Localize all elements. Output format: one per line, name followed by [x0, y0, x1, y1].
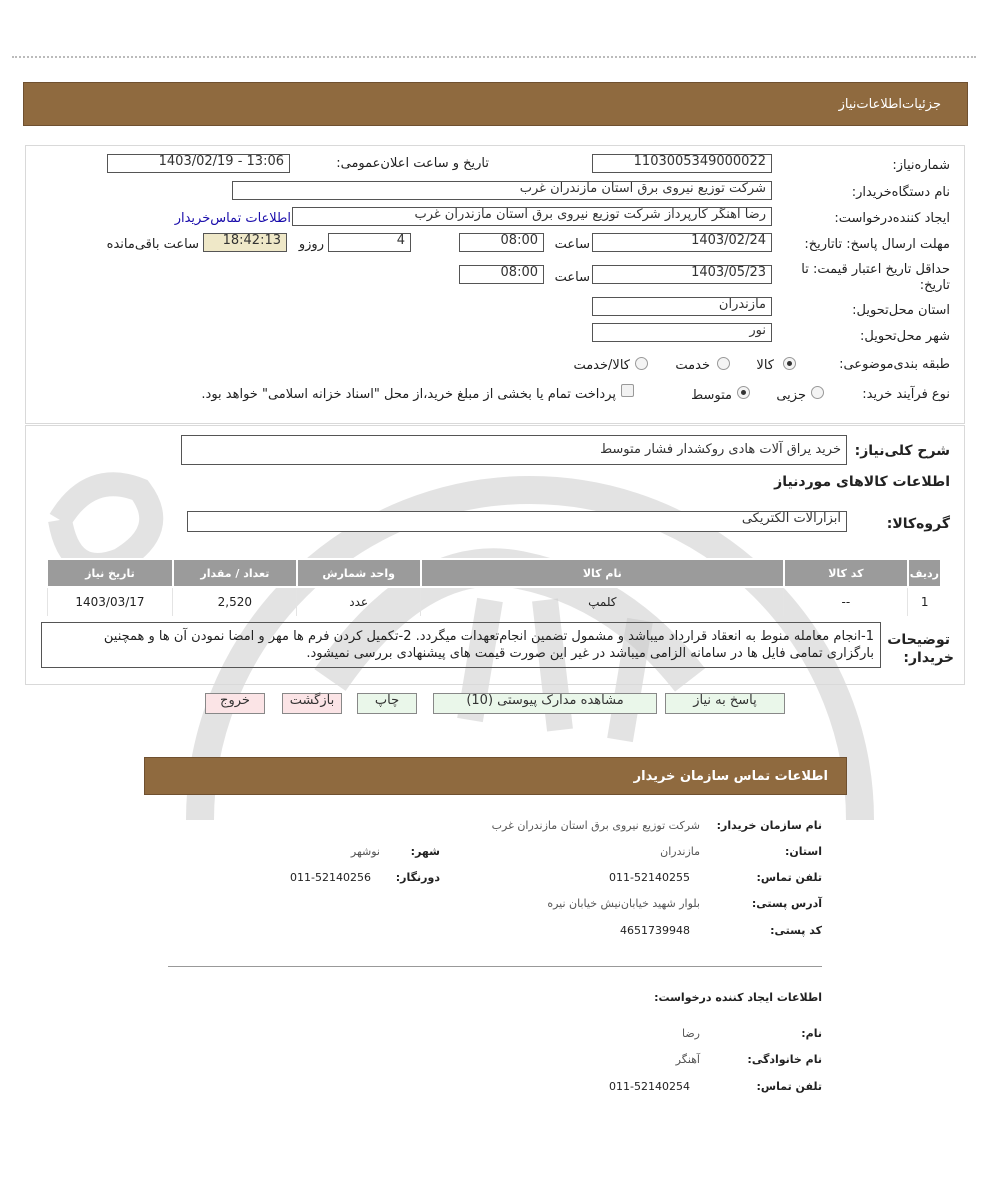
buyer-contact-link[interactable]: اطلاعات تماس‌خریدار [174, 211, 291, 226]
cell-unit: عدد [297, 587, 421, 616]
deadline-time-field: 08:00 [459, 233, 544, 252]
category-radio-goods-service[interactable] [635, 357, 648, 370]
category-option-service: خدمت [675, 358, 710, 373]
exit-button[interactable]: خروج [205, 693, 265, 714]
page-title: جزئیات‌اطلاعات‌نیاز [838, 97, 941, 112]
items-table-header [47, 559, 941, 587]
days-label: روزو [298, 237, 324, 252]
deadline-time-label: ساعت [554, 237, 590, 252]
table-row [47, 587, 941, 616]
validity-time-field: 08:00 [459, 265, 544, 284]
goods-group-label: گروه‌کالا: [886, 516, 950, 532]
notes-label-1: توضیحات [887, 632, 950, 648]
contact-phone-label: تلفن تماس: [756, 871, 822, 884]
process-label: نوع فرآیند خرید: [862, 387, 950, 402]
column-header-code: کد کالا [784, 559, 908, 587]
need-number-label: شماره‌نیاز: [892, 158, 950, 173]
creator-field: رضا آهنگر کارپرداز شرکت توزیع نیروی برق استان مازندران غرب [292, 207, 772, 226]
summary-label: شرح کلی‌نیاز: [854, 443, 950, 459]
creator-family-label: نام خانوادگی: [747, 1053, 822, 1066]
column-header-name: نام کالا [421, 559, 784, 587]
contact-address-value: بلوار شهید خیابان‌نیش خیابان نیره [547, 897, 700, 910]
contact-city-value: نوشهر [350, 845, 380, 858]
contact-header-title: اطلاعات تماس سازمان خریدار [633, 769, 828, 784]
back-button[interactable]: بازگشت [282, 693, 342, 714]
process-radio-medium[interactable] [737, 386, 750, 399]
process-option-minor: جزیی [776, 388, 806, 403]
contact-province-value: مازندران [660, 845, 700, 858]
contact-divider [168, 966, 822, 967]
cell-quantity: 2,520 [173, 587, 297, 616]
treasury-payment-checkbox[interactable] [621, 384, 634, 397]
announce-date-label: تاریخ و ساعت اعلان‌عمومی: [336, 156, 489, 171]
creator-phone-value: 011-52140254 [609, 1080, 690, 1093]
contact-city-label: شهر: [410, 845, 440, 858]
category-radio-goods[interactable] [783, 357, 796, 370]
creator-info-title: اطلاعات ایجاد کننده درخواست: [654, 991, 822, 1004]
category-option-goods-service: کالا/خدمت [573, 358, 630, 373]
need-number-field: 1103005349000022 [592, 154, 772, 173]
contact-fax-value: 011-52140256 [290, 871, 371, 884]
validity-label-1: حداقل تاریخ اعتبار قیمت: تا [801, 262, 950, 277]
summary-field: خرید یراق آلات هادی روکشدار فشار متوسط [181, 435, 847, 465]
contact-org-label: نام سازمان خریدار: [716, 819, 822, 832]
cell-need-date: 1403/03/17 [47, 587, 173, 616]
items-table [46, 558, 942, 616]
process-radio-minor[interactable] [811, 386, 824, 399]
validity-date-field: 1403/05/23 [592, 265, 772, 284]
column-header-row: ردیف [908, 559, 941, 587]
contact-postal-value: 4651739948 [620, 924, 690, 937]
delivery-province-label: استان محل‌تحویل: [852, 303, 950, 318]
column-header-unit: واحد شمارش [297, 559, 421, 587]
page-header [23, 82, 968, 126]
cell-name: کلمپ [421, 587, 784, 616]
creator-name-value: رضا [681, 1027, 700, 1040]
contact-province-label: استان: [785, 845, 822, 858]
contact-fax-label: دورنگار: [395, 871, 440, 884]
deadline-date-field: 1403/02/24 [592, 233, 772, 252]
goods-group-field: ابزارآلات الکتریکی [187, 511, 847, 532]
remaining-label: ساعت باقی‌مانده [106, 237, 199, 252]
attachments-button[interactable]: مشاهده مدارک پیوستی (10) [433, 693, 657, 714]
delivery-province-field: مازندران [592, 297, 772, 316]
category-radio-service[interactable] [717, 357, 730, 370]
top-divider [12, 56, 976, 58]
buyer-field: شرکت توزیع نیروی برق استان مازندران غرب [232, 181, 772, 200]
remaining-time-field: 18:42:13 [203, 233, 287, 252]
announce-date-field: 1403/02/19 - 13:06 [107, 154, 290, 173]
contact-phone-value: 011-52140255 [609, 871, 690, 884]
print-button[interactable]: چاپ [357, 693, 417, 714]
buyer-notes-line-1: 1-انجام معامله منوط به انعقاد قرارداد میباشد و مشمول تضمین انجام‌تعهدات میگردد. 2-تکمیل کردن فرم ها مهر و امضا نمودن آن ها و همچنین [103, 629, 874, 644]
validity-time-label: ساعت [554, 270, 590, 285]
category-option-goods: کالا [756, 358, 774, 373]
contact-org-value: شرکت توزیع نیروی برق استان مازندران غرب [491, 819, 700, 832]
contact-header [144, 757, 847, 795]
deadline-label: مهلت ارسال پاسخ: تاتاریخ: [804, 237, 950, 252]
reply-button[interactable]: پاسخ به نیاز [665, 693, 785, 714]
column-header-quantity: تعداد / مقدار [173, 559, 297, 587]
creator-name-label: نام: [801, 1027, 822, 1040]
days-field: 4 [328, 233, 411, 252]
delivery-city-field: نور [592, 323, 772, 342]
creator-label: ایجاد کننده‌درخواست: [834, 211, 950, 226]
treasury-payment-note: پرداخت تمام یا بخشی از مبلغ خرید،از محل "اسناد خزانه اسلامی" خواهد بود. [201, 387, 616, 402]
category-label: طبقه بندی‌موضوعی: [839, 357, 950, 372]
column-header-need-date: تاریخ نیاز [47, 559, 173, 587]
goods-info-title: اطلاعات کالاهای مورد‌نیاز [774, 474, 950, 490]
validity-label-2: تاریخ: [919, 278, 950, 293]
buyer-notes-line-2: بارگزاری تمامی فایل ها در سامانه الزامی میباشد در غیر این صورت قیمت های پیشنهادی بررسی نمیشود. [306, 646, 874, 661]
delivery-city-label: شهر محل‌تحویل: [860, 329, 950, 344]
creator-phone-label: تلفن تماس: [756, 1080, 822, 1093]
cell-row: 1 [908, 587, 941, 616]
contact-address-label: آدرس پستی: [751, 897, 822, 910]
cell-code: -- [784, 587, 908, 616]
contact-postal-label: کد پستی: [770, 924, 822, 937]
buyer-label: نام دستگاه‌خریدار: [851, 185, 950, 200]
notes-label-2: خریدار: [903, 650, 954, 666]
buyer-notes-box [41, 622, 881, 668]
process-option-medium: متوسط [691, 388, 732, 403]
creator-family-value: آهنگر [675, 1053, 700, 1066]
